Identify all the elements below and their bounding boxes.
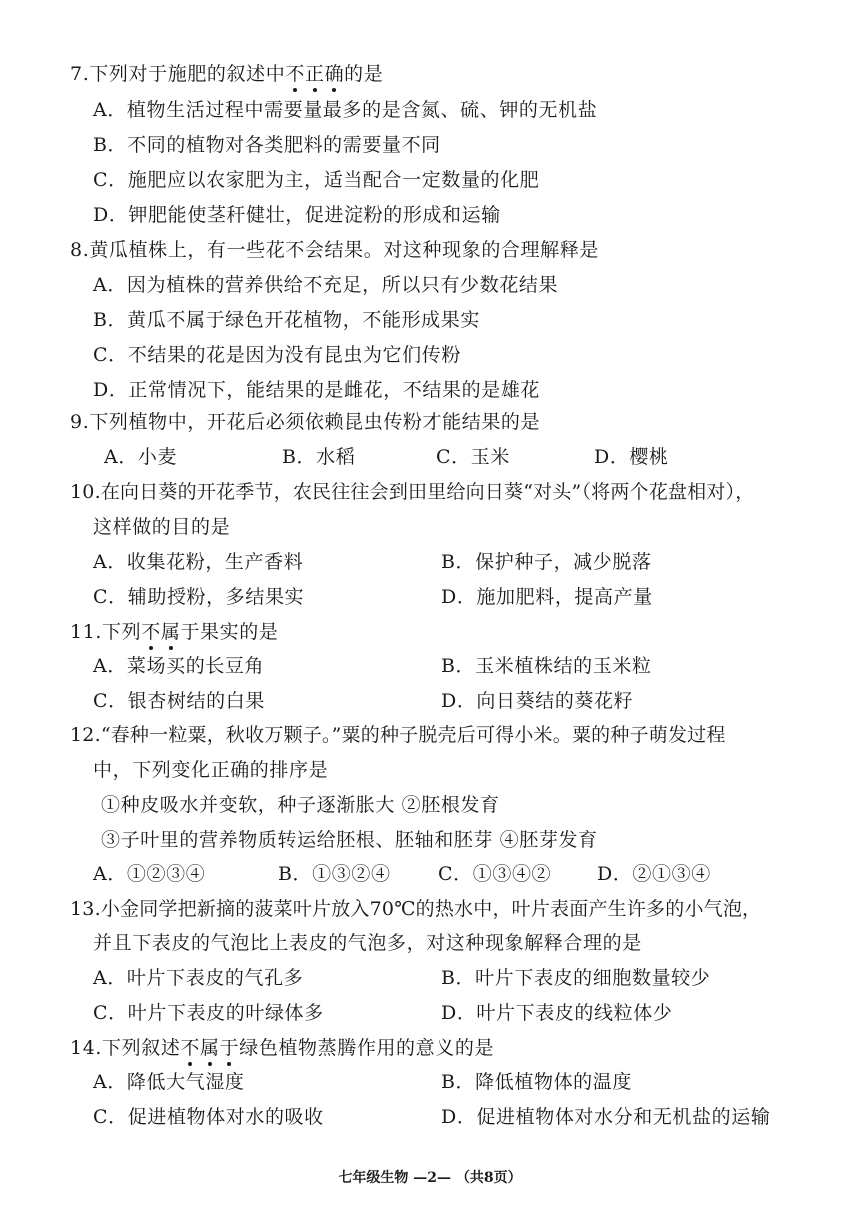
question-14-option-c: C．促进植物体对水的吸收 <box>93 1106 324 1128</box>
question-8-stem: 8.黄瓜植株上，有一些花不会结果。对这种现象的合理解释是 <box>70 239 599 261</box>
question-8-option-a: A．因为植株的营养供给不充足，所以只有少数花结果 <box>93 274 559 296</box>
question-12-option-b: B．①③②④ <box>278 863 391 885</box>
emphasis-char: 属 <box>200 1037 220 1059</box>
question-8-option-d: D．正常情况下，能结果的是雌花，不结果的是雄花 <box>93 379 541 401</box>
question-10-option-d: D．施加肥料，提高产量 <box>441 586 653 608</box>
question-8-option-b: B．黄瓜不属于绿色开花植物，不能形成果实 <box>93 309 480 331</box>
question-10-option-a: A．收集花粉，生产香料 <box>93 551 304 573</box>
question-12-steps-line-1: ①种皮吸水并变软，种子逐渐胀大 ②胚根发育 <box>101 794 500 816</box>
question-11-stem: 11.下列不属于果实的是 <box>70 621 279 643</box>
emphasis-char: 于 <box>219 1037 240 1059</box>
question-7-option-a: A．植物生活过程中需要量最多的是含氮、硫、钾的无机盐 <box>93 99 598 121</box>
emphasis-char: 不 <box>141 621 161 643</box>
question-11-option-b: B．玉米植株结的玉米粒 <box>441 655 652 677</box>
question-13-option-b: B．叶片下表皮的细胞数量较少 <box>441 967 711 989</box>
question-10-stem-line-1: 10.在向日葵的开花季节，农民往往会到田里给向日葵“对头”（将两个花盘相对）， <box>70 481 755 503</box>
question-13-stem-line-2: 并且下表皮的气泡比上表皮的气泡多，对这种现象解释合理的是 <box>93 932 642 954</box>
question-9-option-b: B．水稻 <box>282 446 356 468</box>
question-12-steps-line-2: ③子叶里的营养物质转运给胚根、胚轴和胚芽 ④胚芽发育 <box>101 829 598 851</box>
question-10-option-c: C．辅助授粉，多结果实 <box>93 586 305 608</box>
question-7-option-c: C．施肥应以农家肥为主，适当配合一定数量的化肥 <box>93 169 540 191</box>
question-9-option-c: C．玉米 <box>436 446 510 468</box>
question-14-option-d: D．促进植物体对水分和无机盐的运输 <box>441 1106 771 1128</box>
question-12-option-a: A．①②③④ <box>93 863 206 885</box>
question-7-option-b: B．不同的植物对各类肥料的需要量不同 <box>93 134 441 156</box>
question-7-stem: 7.下列对于施肥的叙述中不正确的是 <box>70 63 384 85</box>
emphasis-char: 属 <box>160 621 181 643</box>
question-7-option-d: D．钾肥能使茎秆健壮，促进淀粉的形成和运输 <box>93 204 501 226</box>
question-13-stem-line-1: 13.小金同学把新摘的菠菜叶片放入70℃的热水中，叶片表面产生许多的小气泡， <box>70 898 762 920</box>
question-8-option-c: C．不结果的花是因为没有昆虫为它们传粉 <box>93 344 461 366</box>
emphasis-char: 不 <box>285 63 305 85</box>
question-12-option-d: D．②①③④ <box>597 863 711 885</box>
question-9-option-d: D．樱桃 <box>594 446 669 468</box>
question-13-option-c: C．叶片下表皮的叶绿体多 <box>93 1002 324 1024</box>
question-14-option-b: B．降低植物体的温度 <box>441 1071 632 1093</box>
question-11-option-d: D．向日葵结的葵花籽 <box>441 690 634 712</box>
question-10-option-b: B．保护种子，减少脱落 <box>441 551 652 573</box>
question-12-option-c: C．①③④② <box>438 863 552 885</box>
emphasis-char: 确 <box>324 63 345 85</box>
question-9-stem: 9.下列植物中，开花后必须依赖昆虫传粉才能结果的是 <box>70 411 541 433</box>
emphasis-char: 正 <box>304 63 325 85</box>
question-10-stem-line-2: 这样做的目的是 <box>93 516 231 538</box>
question-9-option-a: A．小麦 <box>104 446 178 468</box>
question-12-stem-line-1: 12.“春种一粒粟，秋收万颗子。”粟的种子脱壳后可得小米。粟的种子萌发过程 <box>70 724 726 746</box>
question-11-option-a: A．菜场买的长豆角 <box>93 655 265 677</box>
question-13-option-d: D．叶片下表皮的线粒体少 <box>441 1002 673 1024</box>
page-footer: 七年级生物 —2— （共8页） <box>338 1170 522 1186</box>
question-11-option-c: C．银杏树结的白果 <box>93 690 265 712</box>
question-14-stem: 14.下列叙述不属于绿色植物蒸腾作用的意义的是 <box>70 1037 495 1059</box>
question-12-stem-line-2: 中，下列变化正确的排序是 <box>93 759 329 781</box>
emphasis-char: 不 <box>180 1037 201 1059</box>
question-13-option-a: A．叶片下表皮的气孔多 <box>93 967 304 989</box>
question-14-option-a: A．降低大气湿度 <box>93 1071 245 1093</box>
